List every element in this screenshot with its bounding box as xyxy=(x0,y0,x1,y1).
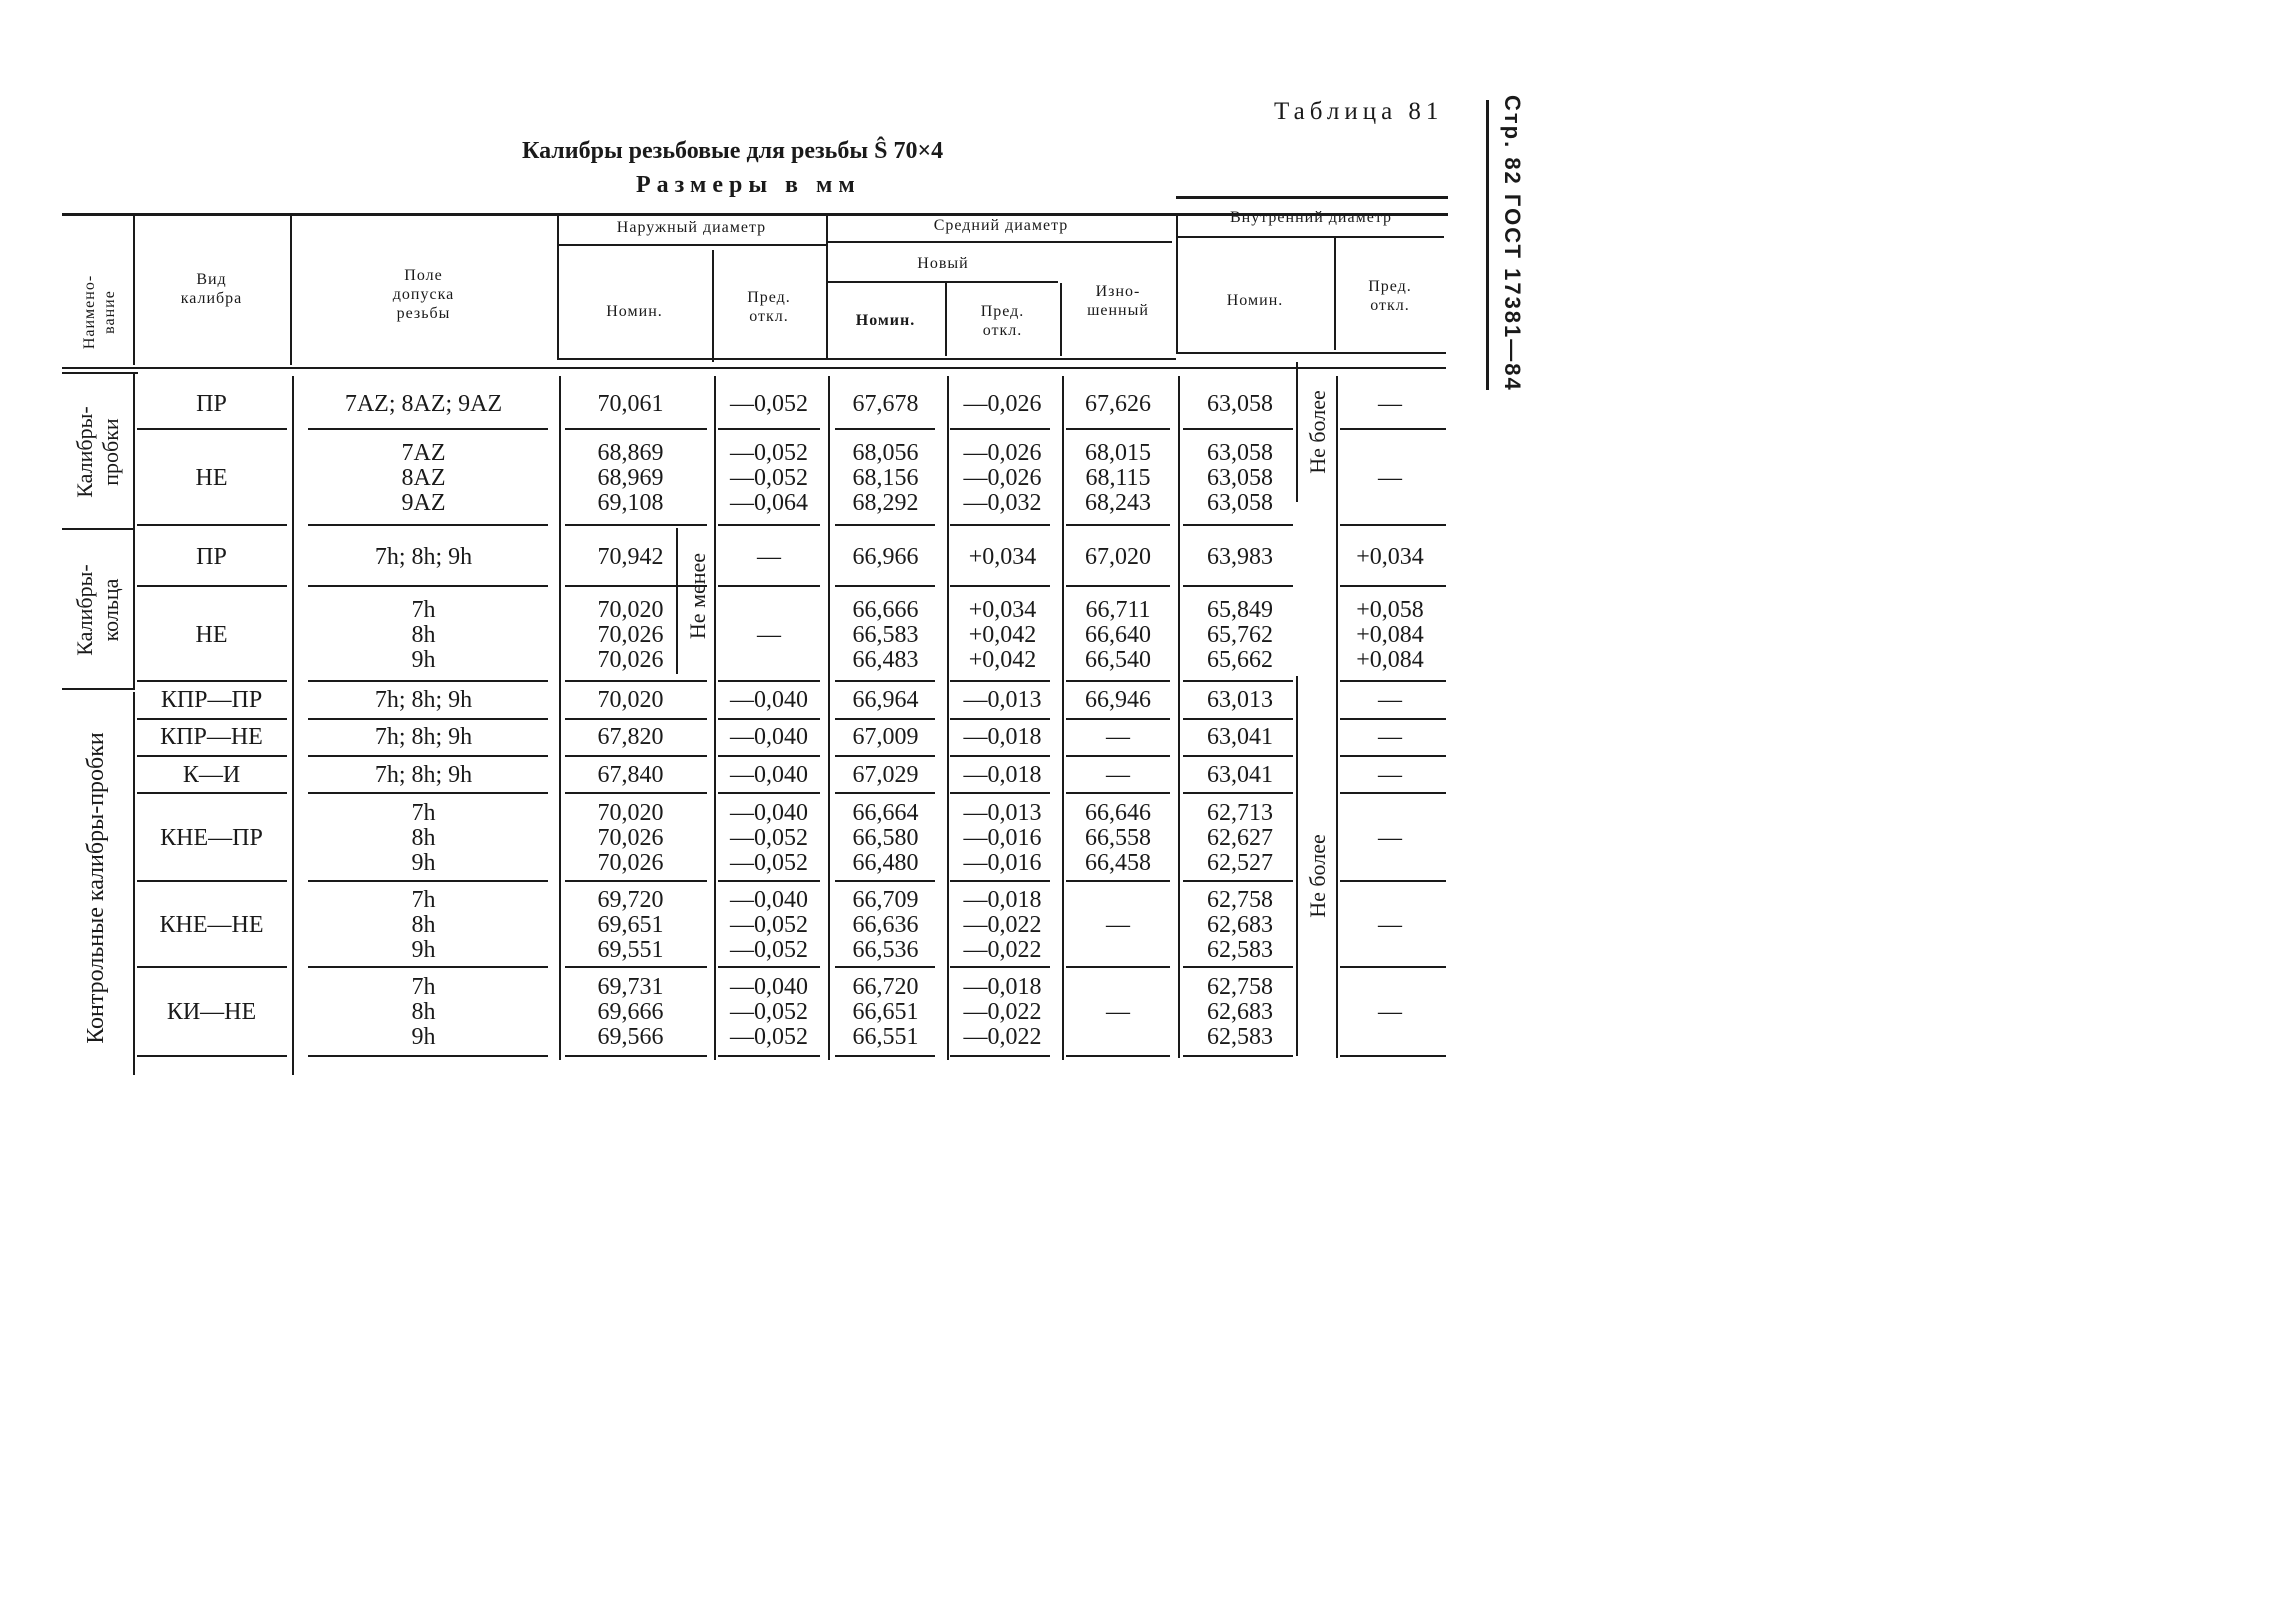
cell-outer-nom: 70,942 xyxy=(597,544,664,570)
row-rule xyxy=(137,428,287,430)
table-number: Таблица 81 xyxy=(1274,98,1444,125)
row-rule xyxy=(137,585,287,587)
side-label: Стр. 82 ГОСТ 17381—84 xyxy=(1500,95,1525,392)
cell-field: 7h 8h 9h xyxy=(411,974,436,1050)
row-rule xyxy=(1183,428,1293,430)
row-rule xyxy=(1183,1055,1293,1057)
header-inner-nom: Номин. xyxy=(1226,292,1284,309)
row-rule xyxy=(1183,755,1293,757)
cell-inner-nom: 63,983 xyxy=(1207,544,1273,570)
row-rule xyxy=(1340,680,1446,682)
row-rule xyxy=(835,880,935,882)
row-rule xyxy=(835,755,935,757)
row-rule xyxy=(565,524,707,526)
row-rule xyxy=(308,792,548,794)
row-rule xyxy=(308,718,548,720)
cell-inner-nom: 63,058 63,058 63,058 xyxy=(1207,439,1273,516)
header-bottom-rule xyxy=(62,367,1446,369)
header-inner-dev: Пред. откл. xyxy=(1368,278,1412,314)
row-rule xyxy=(137,1055,287,1057)
cell-field: 7AZ; 8AZ; 9AZ xyxy=(344,390,503,417)
row-rule xyxy=(718,680,820,682)
group-rings: Калибры- кольца xyxy=(72,564,123,656)
cell-kind: КПР—НЕ xyxy=(160,724,263,750)
row-rule xyxy=(1183,718,1293,720)
inner-header-rule xyxy=(1176,236,1444,238)
header-column-rule xyxy=(1176,213,1178,352)
cell-outer-nom: 70,020 70,026 70,026 xyxy=(597,596,664,673)
row-rule xyxy=(950,966,1050,968)
cell-worn: 66,711 66,640 66,540 xyxy=(1085,596,1151,673)
cell-inner-dev: — xyxy=(1378,390,1402,417)
cell-mid-dev: —0,018 —0,022 —0,022 xyxy=(963,886,1042,963)
cell-inner-nom: 63,041 xyxy=(1207,724,1273,750)
cell-worn: 66,946 xyxy=(1085,687,1151,713)
row-rule xyxy=(1340,755,1446,757)
row-rule xyxy=(1066,680,1170,682)
cell-inner-dev: — xyxy=(1378,687,1402,713)
cell-worn: — xyxy=(1106,724,1130,750)
cell-outer-dev: —0,040 —0,052 —0,052 xyxy=(730,799,808,876)
row-rule xyxy=(1340,880,1446,882)
cell-field: 7h 8h 9h xyxy=(411,799,436,876)
row-rule xyxy=(1340,966,1446,968)
cell-inner-nom: 62,758 62,683 62,583 xyxy=(1207,886,1273,963)
row-rule xyxy=(137,880,287,882)
row-rule xyxy=(1066,966,1170,968)
row-rule xyxy=(137,680,287,682)
row-rule xyxy=(308,428,548,430)
cell-outer-nom: 68,869 68,969 69,108 xyxy=(597,439,664,516)
row-rule xyxy=(718,755,820,757)
cell-field: 7h; 8h; 9h xyxy=(374,687,473,713)
row-rule xyxy=(565,680,707,682)
table-title: Калибры резьбовые для резьбы Ŝ 70×4 xyxy=(522,138,944,164)
header-worn: Изно- шенный xyxy=(1087,283,1149,319)
header-bottom-rule xyxy=(1176,352,1446,354)
row-rule xyxy=(718,524,820,526)
header-inner-diameter: Внутренний диаметр xyxy=(1230,209,1392,226)
note-not-more-1: Не более xyxy=(1305,390,1330,474)
cell-outer-dev: —0,040 xyxy=(730,724,808,750)
cell-mid-dev: —0,026 xyxy=(963,390,1042,417)
row-rule xyxy=(1183,966,1293,968)
row-rule xyxy=(1183,524,1293,526)
row-rule xyxy=(950,428,1050,430)
header-column-rule xyxy=(826,213,828,360)
row-rule xyxy=(565,966,707,968)
row-rule xyxy=(950,680,1050,682)
cell-outer-nom: 69,720 69,651 69,551 xyxy=(597,886,664,963)
row-rule xyxy=(835,680,935,682)
row-rule xyxy=(950,755,1050,757)
cell-kind: КНЕ—НЕ xyxy=(159,911,264,938)
header-middle-nom: Номин. xyxy=(855,312,916,329)
row-rule xyxy=(718,1055,820,1057)
cell-outer-nom: 70,020 xyxy=(597,687,664,713)
row-rule xyxy=(1066,585,1170,587)
cell-inner-dev: — xyxy=(1378,999,1402,1025)
row-rule xyxy=(1066,792,1170,794)
cell-inner-dev: — xyxy=(1378,911,1402,938)
cell-mid-nom: 67,029 xyxy=(852,761,919,788)
row-rule xyxy=(1340,524,1446,526)
cell-kind: К—И xyxy=(182,761,241,788)
cell-inner-dev: — xyxy=(1378,724,1402,750)
row-rule xyxy=(1066,524,1170,526)
cell-worn: 67,020 xyxy=(1085,544,1151,570)
row-rule xyxy=(1340,718,1446,720)
row-rule xyxy=(308,680,548,682)
header-outer-diameter: Наружный диаметр xyxy=(616,219,767,236)
cell-field: 7AZ 8AZ 9AZ xyxy=(401,439,446,516)
cell-mid-dev: —0,013 —0,016 —0,016 xyxy=(963,799,1042,876)
cell-inner-nom: 63,041 xyxy=(1207,761,1273,788)
header-bottom-rule xyxy=(557,358,1176,360)
cell-mid-nom: 66,966 xyxy=(852,544,919,570)
header-kind: Вид калибра xyxy=(180,271,243,307)
header-new: Новый xyxy=(917,255,969,272)
group-control: Контрольные калибры-пробки xyxy=(83,732,109,1044)
row-rule xyxy=(1183,680,1293,682)
cell-mid-dev: +0,034 +0,042 +0,042 xyxy=(968,596,1037,673)
row-rule xyxy=(835,1055,935,1057)
cell-inner-nom: 62,758 62,683 62,583 xyxy=(1207,974,1273,1050)
cell-mid-dev: —0,013 xyxy=(963,687,1042,713)
cell-outer-dev: —0,040 —0,052 —0,052 xyxy=(730,886,808,963)
cell-mid-nom: 66,709 66,636 66,536 xyxy=(852,886,919,963)
cell-field: 7h; 8h; 9h xyxy=(374,724,473,750)
row-rule xyxy=(565,792,707,794)
cell-mid-dev: +0,034 xyxy=(968,544,1037,570)
row-rule xyxy=(137,524,287,526)
row-rule xyxy=(1340,428,1446,430)
cell-outer-dev: — xyxy=(757,621,781,648)
cell-worn: 67,626 xyxy=(1085,390,1151,417)
row-rule xyxy=(308,585,548,587)
cell-field: 7h 8h 9h xyxy=(411,886,436,963)
row-rule xyxy=(1340,585,1446,587)
cell-inner-nom: 63,058 xyxy=(1207,390,1273,417)
row-rule xyxy=(950,718,1050,720)
cell-inner-dev: — xyxy=(1378,761,1402,788)
row-rule xyxy=(1340,792,1446,794)
cell-outer-dev: —0,040 —0,052 —0,052 xyxy=(730,974,808,1050)
group-rule xyxy=(62,372,138,374)
cell-kind: НЕ xyxy=(195,464,228,491)
middle-header-rule xyxy=(826,241,1172,243)
row-rule xyxy=(835,585,935,587)
cell-kind: НЕ xyxy=(195,621,228,648)
cell-kind: КИ—НЕ xyxy=(166,999,257,1025)
header-name: Наимено- вание xyxy=(81,274,118,350)
row-rule xyxy=(1340,1055,1446,1057)
row-rule xyxy=(1066,880,1170,882)
row-rule xyxy=(308,755,548,757)
row-rule xyxy=(835,792,935,794)
header-middle-dev: Пред. откл. xyxy=(980,303,1025,339)
cell-worn: — xyxy=(1106,761,1130,788)
row-rule xyxy=(718,966,820,968)
cell-outer-nom: 67,820 xyxy=(597,724,664,750)
cell-mid-dev: —0,018 xyxy=(963,761,1042,788)
row-rule xyxy=(308,1055,548,1057)
row-rule xyxy=(1066,428,1170,430)
note-not-less: Не менее xyxy=(685,552,710,640)
cell-inner-dev: — xyxy=(1378,824,1402,851)
cell-mid-nom: 68,056 68,156 68,292 xyxy=(852,439,919,516)
row-rule xyxy=(565,880,707,882)
row-rule xyxy=(835,428,935,430)
row-rule xyxy=(835,966,935,968)
header-outer-dev: Пред. откл. xyxy=(747,289,791,325)
cell-mid-nom: 66,964 xyxy=(852,687,919,713)
cell-worn: 66,646 66,558 66,458 xyxy=(1085,799,1151,876)
row-rule xyxy=(565,1055,707,1057)
cell-mid-dev: —0,018 xyxy=(963,724,1042,750)
row-rule xyxy=(565,718,707,720)
note-not-more-2: Не более xyxy=(1305,834,1330,918)
cell-outer-nom: 67,840 xyxy=(597,761,664,788)
cell-inner-nom: 65,849 65,762 65,662 xyxy=(1207,596,1273,673)
row-rule xyxy=(950,585,1050,587)
cell-mid-nom: 66,720 66,651 66,551 xyxy=(852,974,919,1050)
cell-mid-nom: 67,678 xyxy=(852,390,919,417)
cell-inner-dev: — xyxy=(1378,464,1402,491)
row-rule xyxy=(718,718,820,720)
cell-worn: — xyxy=(1106,911,1130,938)
cell-outer-nom: 70,061 xyxy=(597,390,664,417)
cell-mid-nom: 66,666 66,583 66,483 xyxy=(852,596,919,673)
cell-kind: КПР—ПР xyxy=(160,687,263,713)
cell-inner-dev: +0,058 +0,084 +0,084 xyxy=(1356,596,1424,673)
cell-inner-nom: 62,713 62,627 62,527 xyxy=(1207,799,1273,876)
cell-mid-dev: —0,018 —0,022 —0,022 xyxy=(963,974,1042,1050)
cell-outer-dev: —0,040 xyxy=(730,761,808,788)
cell-outer-dev: —0,040 xyxy=(730,687,808,713)
cell-mid-nom: 66,664 66,580 66,480 xyxy=(852,799,919,876)
row-rule xyxy=(565,428,707,430)
group-plugs: Калибры- пробки xyxy=(72,406,123,498)
row-rule xyxy=(137,966,287,968)
row-rule xyxy=(1183,585,1293,587)
cell-outer-nom: 69,731 69,666 69,566 xyxy=(597,974,664,1050)
cell-kind: ПР xyxy=(196,390,227,417)
group-rule xyxy=(62,688,134,690)
group-rule xyxy=(62,528,134,530)
cell-outer-nom: 70,020 70,026 70,026 xyxy=(597,799,664,876)
row-rule xyxy=(835,524,935,526)
cell-outer-dev: —0,052 —0,052 —0,064 xyxy=(730,439,808,516)
row-rule xyxy=(718,428,820,430)
row-rule xyxy=(718,880,820,882)
cell-field: 7h; 8h; 9h xyxy=(374,761,473,788)
header-field: Поле допуска резьбы xyxy=(392,267,455,322)
cell-worn: 68,015 68,115 68,243 xyxy=(1085,439,1151,516)
row-rule xyxy=(565,755,707,757)
header-top-rule xyxy=(1176,196,1448,199)
cell-mid-nom: 67,009 xyxy=(852,724,919,750)
cell-field: 7h 8h 9h xyxy=(411,596,436,673)
row-rule xyxy=(1183,792,1293,794)
cell-inner-dev: +0,034 xyxy=(1356,544,1424,570)
row-rule xyxy=(308,524,548,526)
row-rule xyxy=(835,718,935,720)
row-rule xyxy=(137,755,287,757)
row-rule xyxy=(950,792,1050,794)
cell-kind: ПР xyxy=(196,544,227,570)
row-rule xyxy=(308,880,548,882)
new-header-rule xyxy=(826,281,1058,283)
cell-inner-nom: 63,013 xyxy=(1207,687,1273,713)
row-rule xyxy=(137,718,287,720)
cell-kind: КНЕ—ПР xyxy=(160,824,263,851)
row-rule xyxy=(137,792,287,794)
row-rule xyxy=(950,1055,1050,1057)
side-label-rule xyxy=(1486,100,1489,390)
row-rule xyxy=(718,792,820,794)
row-rule xyxy=(950,524,1050,526)
row-rule xyxy=(1066,755,1170,757)
cell-mid-dev: —0,026 —0,026 —0,032 xyxy=(963,439,1042,516)
row-rule xyxy=(950,880,1050,882)
table-units: Размеры в мм xyxy=(636,172,861,198)
cell-worn: — xyxy=(1106,999,1130,1025)
row-rule xyxy=(1183,880,1293,882)
row-rule xyxy=(308,966,548,968)
header-outer-nom: Номин. xyxy=(606,303,663,320)
cell-outer-dev: —0,052 xyxy=(730,390,808,417)
row-rule xyxy=(1066,1055,1170,1057)
row-rule xyxy=(718,585,820,587)
header-middle-diameter: Средний диаметр xyxy=(933,217,1069,234)
row-rule xyxy=(1066,718,1170,720)
outer-header-rule xyxy=(557,244,826,246)
cell-outer-dev: — xyxy=(757,544,781,570)
cell-field: 7h; 8h; 9h xyxy=(374,544,473,570)
